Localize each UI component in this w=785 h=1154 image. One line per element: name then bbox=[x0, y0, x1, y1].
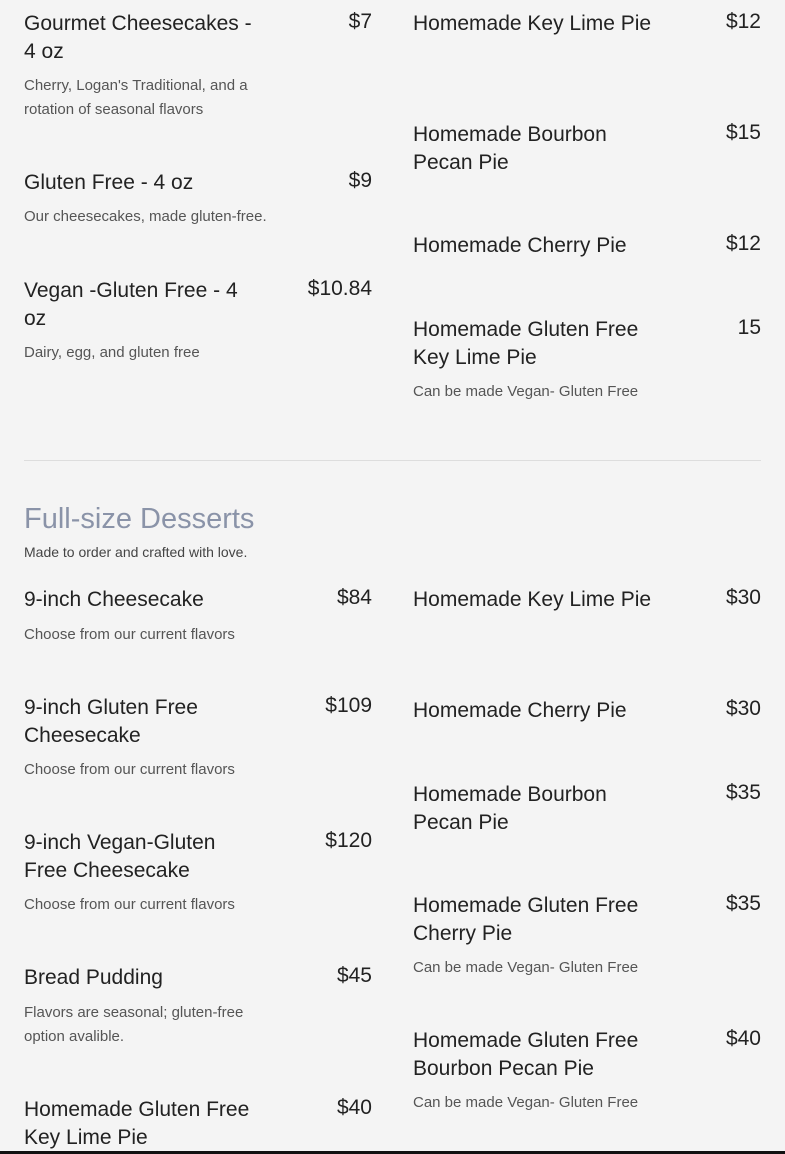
menu-item-price: $120 bbox=[325, 829, 372, 852]
menu-item-name: Homemade Gluten Free Key Lime Pie bbox=[24, 1098, 250, 1149]
menu-item-description: Can be made Vegan- Gluten Free bbox=[413, 1094, 639, 1111]
menu-item-price: $15 bbox=[725, 121, 761, 144]
menu-item-name: 9-inch Vegan-Gluten Free Cheesecake bbox=[24, 831, 216, 882]
menu-item-price: $109 bbox=[325, 694, 372, 717]
menu-item-name: Homemade Gluten Free Cherry Pie bbox=[413, 894, 639, 945]
menu-item-price: $7 bbox=[348, 10, 372, 33]
section-title: Full-size Desserts bbox=[24, 503, 255, 535]
menu-item-price: $12 bbox=[725, 232, 761, 255]
menu-item-price: $9 bbox=[348, 169, 372, 192]
menu-item-description: Can be made Vegan- Gluten Free bbox=[413, 383, 639, 400]
menu-item-price: $30 bbox=[725, 586, 761, 609]
menu-item-name: Homemade Key Lime Pie bbox=[413, 588, 652, 611]
menu-item-name: Gourmet Cheesecakes - 4 oz bbox=[24, 12, 252, 63]
menu-item-name: Homemade Cherry Pie bbox=[413, 699, 627, 722]
menu-item-description: Can be made Vegan- Gluten Free bbox=[413, 959, 639, 976]
menu-item-price: $30 bbox=[725, 697, 761, 720]
menu-item-price: $12 bbox=[725, 10, 761, 33]
menu-item-description: Dairy, egg, and gluten free bbox=[24, 344, 200, 361]
menu-item-name: 9-inch Cheesecake bbox=[24, 588, 204, 611]
menu-item-name: Homemade Bourbon Pecan Pie bbox=[413, 783, 607, 834]
menu-item-name: Homemade Gluten Free Key Lime Pie bbox=[413, 318, 639, 369]
menu-item-name: Homemade Key Lime Pie bbox=[413, 12, 652, 35]
menu-item-description: Flavors are seasonal; gluten-free option avalible. bbox=[24, 1004, 244, 1045]
menu-item-price: $40 bbox=[336, 1096, 372, 1119]
menu-item-price: $40 bbox=[725, 1027, 761, 1050]
menu-item-name: Homemade Bourbon Pecan Pie bbox=[413, 123, 607, 174]
menu-item-name: Homemade Cherry Pie bbox=[413, 234, 627, 257]
menu-item-description: Choose from our current flavors bbox=[24, 626, 235, 643]
menu-item-price: $10.84 bbox=[307, 277, 372, 300]
menu-item-name: Gluten Free - 4 oz bbox=[24, 171, 194, 194]
menu-item-price: $84 bbox=[336, 586, 372, 609]
menu-item-price: $35 bbox=[725, 892, 761, 915]
menu-item-price: $35 bbox=[725, 781, 761, 804]
menu-item-name: 9-inch Gluten Free Cheesecake bbox=[24, 696, 198, 747]
menu-item-description: Cherry, Logan's Traditional, and a rotation of seasonal flavors bbox=[24, 77, 248, 118]
menu-item-name: Vegan -Gluten Free - 4 oz bbox=[24, 279, 238, 330]
menu-item-price: 15 bbox=[737, 316, 761, 339]
section-subtitle: Made to order and crafted with love. bbox=[24, 544, 248, 560]
section-divider bbox=[24, 460, 761, 461]
menu-item-price: $45 bbox=[336, 964, 372, 987]
menu-item-name: Bread Pudding bbox=[24, 966, 163, 989]
menu-item-description: Our cheesecakes, made gluten-free. bbox=[24, 208, 267, 225]
menu-item-name: Homemade Gluten Free Bourbon Pecan Pie bbox=[413, 1029, 639, 1080]
menu-item-description: Choose from our current flavors bbox=[24, 896, 235, 913]
menu-item-description: Choose from our current flavors bbox=[24, 761, 235, 778]
